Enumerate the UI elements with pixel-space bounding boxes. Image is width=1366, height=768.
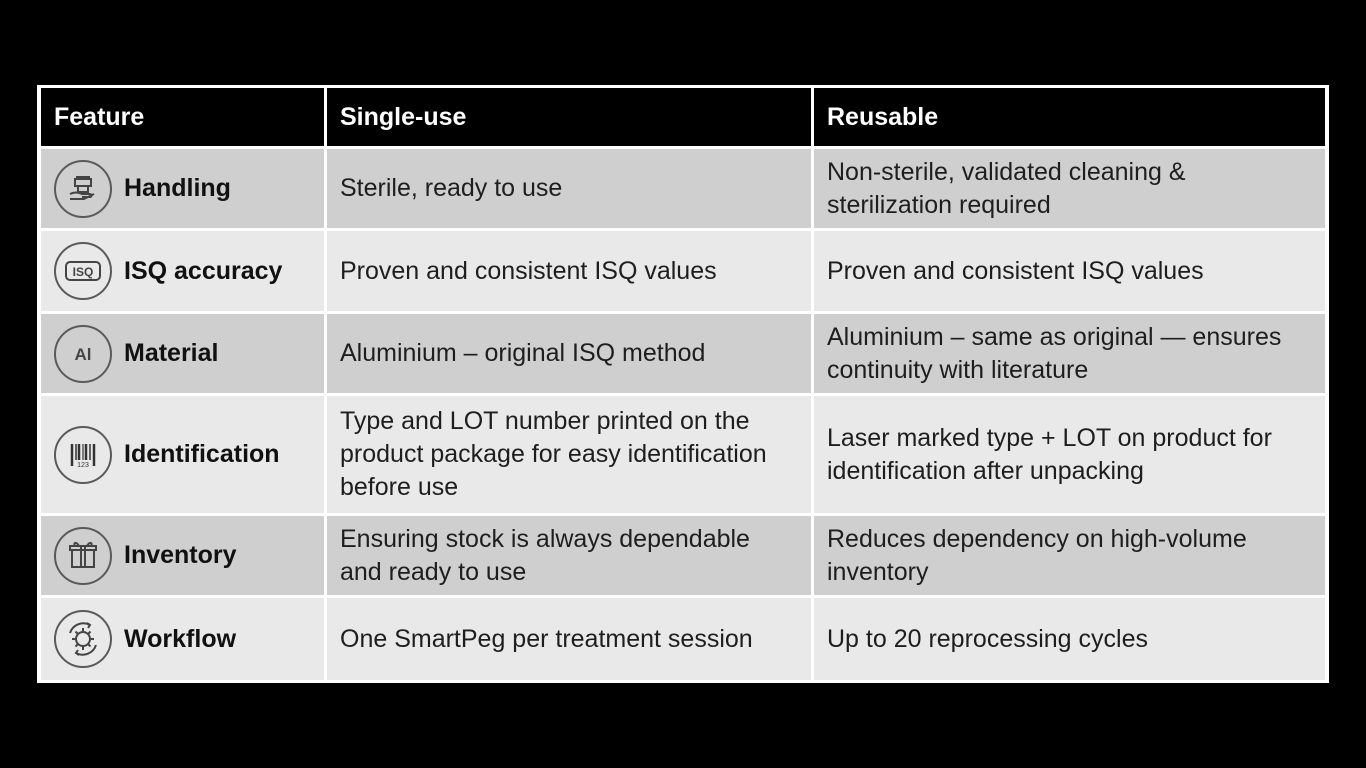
barcode-icon-text: 123 (77, 461, 89, 469)
feature-cell (41, 231, 324, 310)
feature-name: Handling (124, 174, 231, 203)
comparison-table (38, 85, 1328, 683)
single-use-cell: Sterile, ready to use (327, 149, 811, 228)
reusable-cell: Up to 20 reprocessing cycles (814, 598, 1325, 680)
feature-name: Inventory (124, 541, 237, 570)
feature-cell (41, 396, 324, 513)
header-reusable: Reusable (814, 88, 1325, 146)
header-feature: Feature (41, 88, 324, 146)
table-row (41, 396, 1325, 513)
aluminium-icon-text: Al (74, 344, 92, 364)
reusable-cell: Laser marked type + LOT on product for identification after unpacking (814, 396, 1325, 513)
feature-name: Workflow (124, 624, 237, 653)
package-hand-icon (54, 160, 112, 218)
reusable-cell: Non-sterile, validated cleaning & sterilization required (814, 149, 1325, 228)
table-row (41, 231, 1325, 310)
box-icon (54, 527, 112, 585)
table-header-row (41, 88, 1325, 146)
single-use-cell: Proven and consistent ISQ values (327, 231, 811, 310)
feature-name: ISQ accuracy (124, 256, 283, 285)
feature-cell (41, 598, 324, 680)
isq-icon-text: ISQ (72, 265, 94, 280)
table-row (41, 314, 1325, 393)
aluminium-icon (54, 325, 112, 383)
reusable-cell: Aluminium – same as original — ensures continuity with literature (814, 314, 1325, 393)
feature-name: Material (124, 339, 219, 368)
single-use-cell: Type and LOT number printed on the product package for easy identification before use (327, 396, 811, 513)
single-use-cell: Ensuring stock is always dependable and ready to use (327, 516, 811, 595)
single-use-cell: Aluminium – original ISQ method (327, 314, 811, 393)
reusable-cell: Proven and consistent ISQ values (814, 231, 1325, 310)
reusable-cell: Reduces dependency on high-volume inventory (814, 516, 1325, 595)
barcode-icon (54, 426, 112, 484)
feature-cell (41, 149, 324, 228)
feature-cell (41, 314, 324, 393)
cycle-gear-icon (54, 610, 112, 668)
feature-name: Identification (124, 440, 280, 469)
table-row (41, 598, 1325, 680)
isq-icon (54, 242, 112, 300)
table-row (41, 149, 1325, 228)
feature-cell (41, 516, 324, 595)
single-use-cell: One SmartPeg per treatment session (327, 598, 811, 680)
comparison-table-frame (37, 85, 1329, 683)
header-single-use: Single-use (327, 88, 811, 146)
table-row (41, 516, 1325, 595)
